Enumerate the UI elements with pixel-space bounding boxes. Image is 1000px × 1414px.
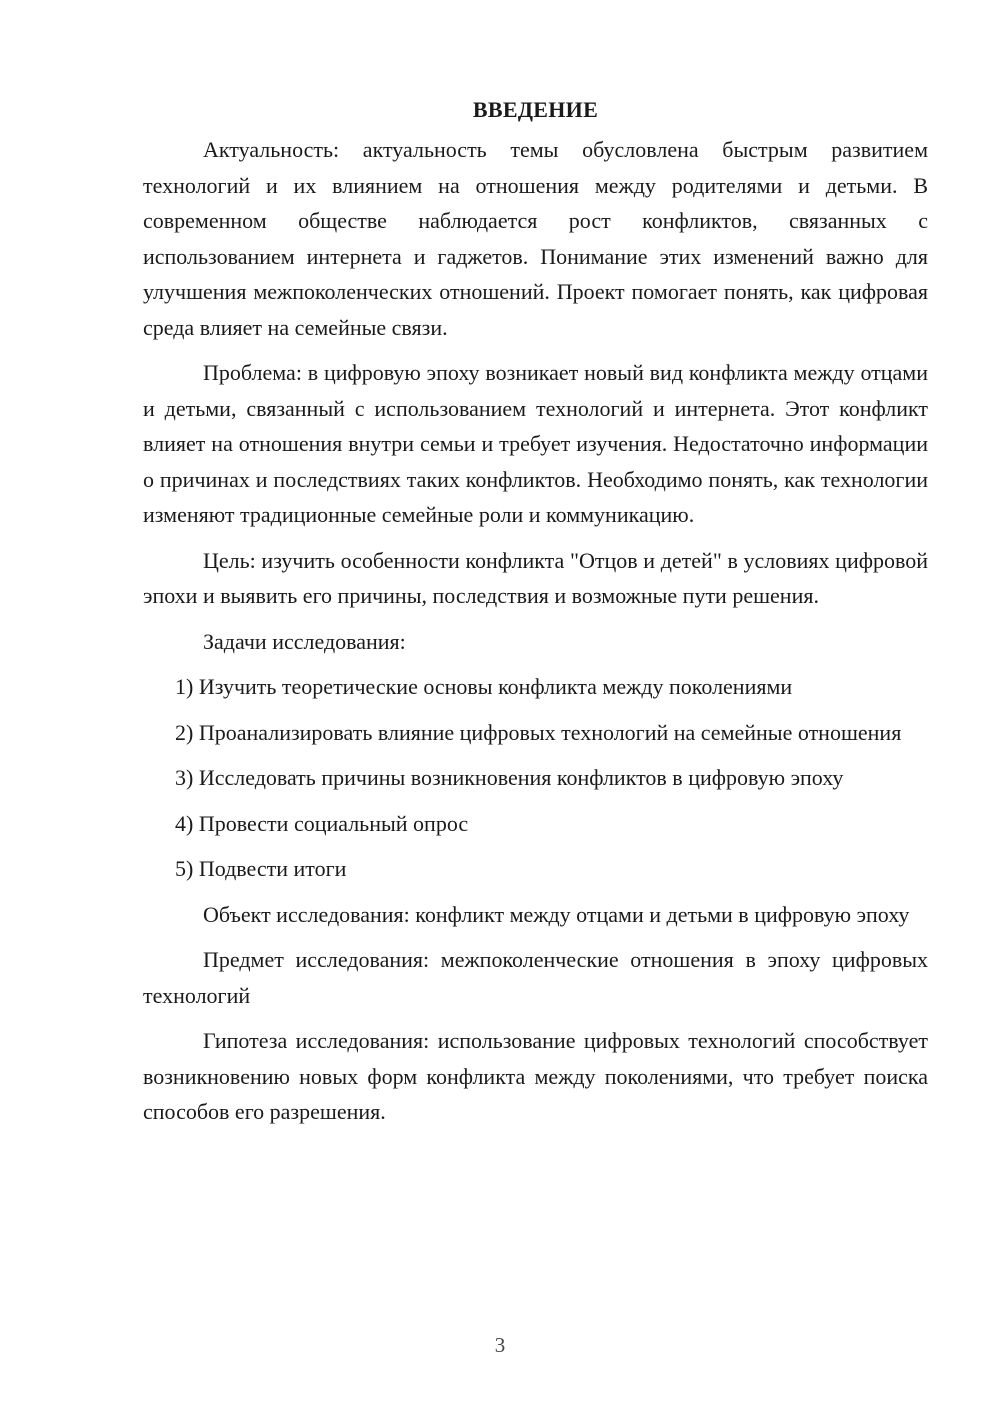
object-paragraph: Объект исследования: конфликт между отцами и детьми в цифровую эпоху [203,901,910,927]
task-item-2: 2) Проанализировать влияние цифровых технологий на семейные отношения [175,719,902,745]
page-number: 3 [494,1333,506,1357]
task-item-1: 1) Изучить теоретические основы конфликта между поколениями [175,674,793,699]
problem-paragraph: Проблема: в цифровую эпоху возникает новый вид конфликта между отцами и детьми, связанный с использованием технологий и интернета. Этот конфликт влияет на отношения внутри семьи и требует изучения. Недостаточно информации о причинах и последствиях таких конфликтов. Необходимо понять, как технологии изменяют традиционные семейные роли и коммуникацию. [143,360,928,527]
goal-paragraph: Цель: изучить особенности конфликта "Отцов и детей" в условиях цифровой эпохи и выявить его причины, последствия и возможные пути решения. [143,547,928,608]
section-title: ВВЕДЕНИЕ [472,97,599,122]
relevance-paragraph: Актуальность: актуальность темы обусловлена быстрым развитием технологий и их влиянием на отношения между родителями и детьми. В современном обществе наблюдается рост конфликтов, связанных с использованием интернета и гаджетов. Понимание этих изменений важно для улучшения межпоколенческих отношений. Проект помогает понять, как цифровая среда влияет на семейные связи. [143,137,928,340]
task-item-4: 4) Провести социальный опрос [175,810,469,836]
tasks-heading: Задачи исследования: [203,628,406,654]
document-page [143,92,928,1140]
task-item-5: 5) Подвести итоги [175,856,347,881]
task-item-3: 3) Исследовать причины возникновения конфликтов в цифровую эпоху [175,765,844,790]
hypothesis-paragraph: Гипотеза исследования: использование цифровых технологий способствует возникновению новых форм конфликта между поколениями, что требует поиска способов его разрешения. [143,1028,928,1124]
subject-paragraph: Предмет исследования: межпоколенческие отношения в эпоху цифровых технологий [143,947,928,1008]
